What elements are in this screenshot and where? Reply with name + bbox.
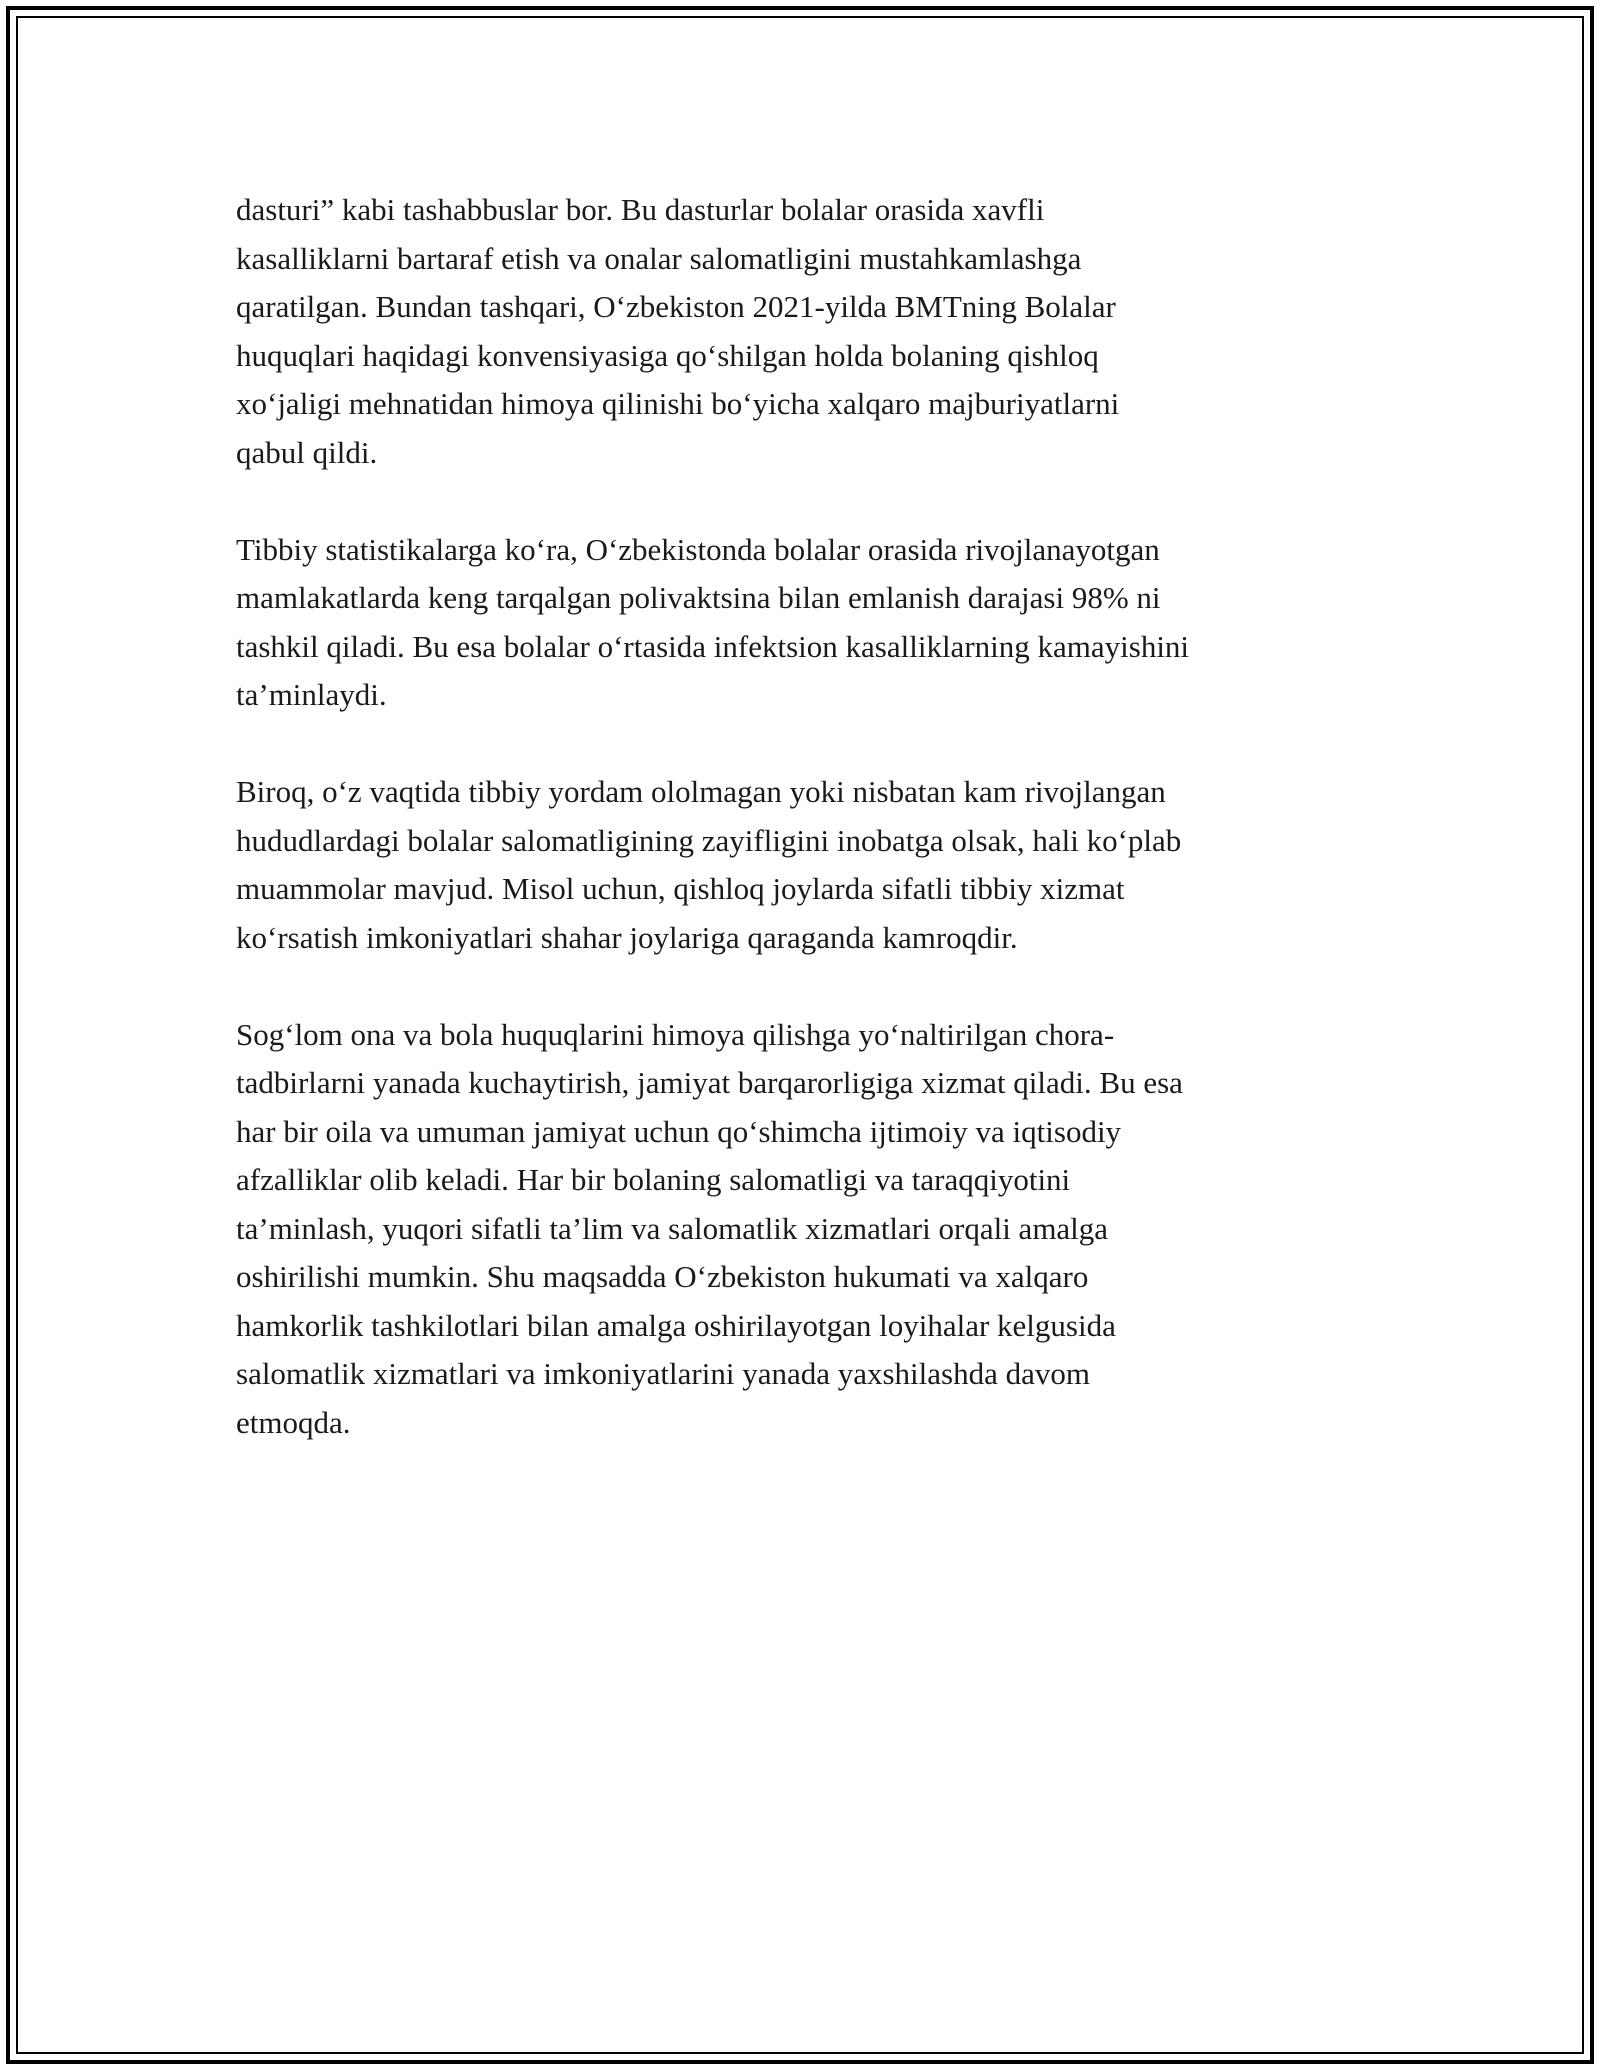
text-line: etmoqda. — [236, 1404, 351, 1440]
text-line: mamlakatlarda keng tarqalgan polivaktsina bilan emlanish darajasi 98% ni — [236, 580, 1161, 615]
text-line: muammolar mavjud. Misol uchun, qishloq joylarda sifatli tibbiy xizmat — [236, 871, 1125, 906]
paragraph-3 — [236, 768, 1386, 962]
text-line: har bir oila va umuman jamiyat uchun qo‘shimcha ijtimoiy va iqtisodiy — [236, 1113, 1122, 1149]
text-line: salomatlik xizmatlari va imkoniyatlarini yanada yaxshilashda davom — [236, 1356, 1090, 1391]
text-line: Sog‘lom ona va bola huquqlarini himoya qilishga yo‘naltirilgan chora- — [236, 1016, 1115, 1052]
text-line: ta’minlaydi. — [236, 677, 387, 712]
paragraph-4 — [236, 1011, 1386, 1448]
document-body — [236, 186, 1386, 1496]
text-line: hamkorlik tashkilotlari bilan amalga oshirilayotgan loyihalar kelgusida — [236, 1307, 1116, 1343]
text-line: xo‘jaligi mehnatidan himoya qilinishi bo‘yicha xalqaro majburiyatlarni — [236, 386, 1120, 421]
text-line: ta’minlash, yuqori sifatli ta’lim va salomatlik xizmatlari orqali amalga — [236, 1210, 1109, 1246]
text-line: Tibbiy statistikalarga ko‘ra, O‘zbekistonda bolalar orasida rivojlanayotgan — [236, 531, 1160, 567]
text-line: Biroq, o‘z vaqtida tibbiy yordam ololmagan yoki nisbatan kam rivojlangan — [236, 774, 1166, 809]
paragraph-1 — [236, 186, 1386, 477]
text-line: huquqlari haqidagi konvensiyasiga qo‘shilgan holda bolaning qishloq — [236, 337, 1099, 373]
text-line: hududlardagi bolalar salomatligining zayifligini inobatga olsak, hali ko‘plab — [236, 822, 1182, 858]
text-line: oshirilishi mumkin. Shu maqsadda O‘zbekiston hukumati va xalqaro — [236, 1259, 1089, 1294]
paragraph-2 — [236, 526, 1386, 720]
text-line: ko‘rsatish imkoniyatlari shahar joylariga qaraganda kamroqdir. — [236, 919, 1018, 955]
text-line: tadbirlarni yanada kuchaytirish, jamiyat barqarorligiga xizmat qiladi. Bu esa — [236, 1065, 1183, 1100]
text-line: afzalliklar olib keladi. Har bir bolaning salomatligi va taraqqiyotini — [236, 1162, 1071, 1197]
text-line: qaratilgan. Bundan tashqari, O‘zbekiston 2021-yilda BMTning Bolalar — [236, 289, 1116, 324]
text-line: tashkil qiladi. Bu esa bolalar o‘rtasida infektsion kasalliklarning kamayishini — [236, 628, 1190, 664]
text-line: qabul qildi. — [236, 434, 378, 470]
text-line: dasturi” kabi tashabbuslar bor. Bu dasturlar bolalar orasida xavfli — [236, 192, 1045, 227]
text-line: kasalliklarni bartaraf etish va onalar salomatligini mustahkamlashga — [236, 240, 1082, 276]
